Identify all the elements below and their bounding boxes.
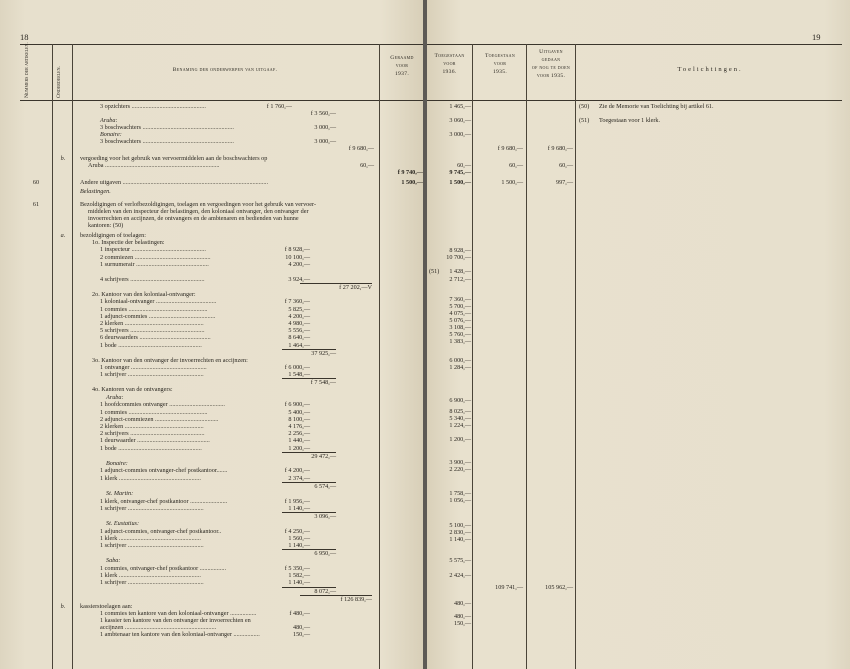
item-description: 1 adjunct-commies ontvanger-chef postkantoor....... xyxy=(100,467,228,475)
amount-col1: 1 140,— xyxy=(288,542,310,549)
top-rule xyxy=(427,44,842,45)
subdivision-label: b. xyxy=(60,602,66,610)
right-page-number: 19 xyxy=(812,32,821,42)
col-divider xyxy=(575,44,576,669)
item-description: 1 hoofdcommies ontvanger .................................... xyxy=(100,401,225,409)
header-line: gedaan xyxy=(541,57,561,63)
amount-col3: 60,— xyxy=(360,162,374,169)
total: f 126 839,— xyxy=(300,595,372,603)
header-geraamd-line: Geraamd xyxy=(390,55,414,61)
amount-1936: 3 000,— xyxy=(449,131,471,138)
amount-col2: 3 000,— xyxy=(314,124,336,131)
item-description: 1 commies ................................................... xyxy=(100,305,208,313)
amount-1936: 1 428,— xyxy=(449,268,471,275)
item-description: Andere uitgaven .............................................................................................. xyxy=(80,179,269,186)
col-divider xyxy=(52,44,53,669)
amount-1936: 8 025,— xyxy=(449,408,471,415)
item-description: 2 schrijvers ................................................ xyxy=(100,430,205,438)
amount-1936: 4 075,— xyxy=(449,310,471,317)
item-description: accijnzen ........................................................... xyxy=(100,624,217,632)
item-description: 3 opzichters ................................................ xyxy=(100,103,206,110)
article-number: 60 xyxy=(32,179,40,186)
amount-col1: 5 400,— xyxy=(288,408,310,416)
amount-1936: 480,— xyxy=(453,600,471,607)
right-page xyxy=(427,0,850,669)
header-line: of nog te doen xyxy=(531,65,571,71)
header-line: 1936. xyxy=(442,69,457,75)
header-nummers: Nummers der artikelen. xyxy=(24,42,30,98)
item-description: 2 klerken ................................................... xyxy=(100,422,204,430)
amount-geraamd: f 9 740,— xyxy=(397,169,423,176)
amount-1936: 1 465,— xyxy=(449,103,471,110)
item-description: Belastingen. xyxy=(80,188,111,195)
amount-col1: 480,— xyxy=(292,624,310,632)
amount-1936: 150,— xyxy=(453,620,471,627)
amount-1936: 2 220,— xyxy=(449,466,471,473)
item-description: 6 deurwaarders .............................................. xyxy=(100,334,211,342)
amount-1935: f 9 680,— xyxy=(497,145,523,152)
amount-1936: 5 100,— xyxy=(449,522,471,529)
amount-col1: 1 464,— xyxy=(288,341,310,349)
subdivision-label: a. xyxy=(60,232,66,239)
item-description: 1 klerk ..................................................... xyxy=(100,534,201,542)
island-heading: Bonaire: xyxy=(106,459,128,467)
island-heading: Aruba: xyxy=(106,393,124,401)
amount-1936: 3 108,— xyxy=(449,324,471,331)
header-line: voor xyxy=(493,61,507,67)
amount-1936: 6 900,— xyxy=(449,397,471,404)
amount-uitgaven: 60,— xyxy=(559,162,573,169)
amount-geraamd: 1 500,— xyxy=(401,179,423,186)
note-reference: (51) xyxy=(579,117,590,124)
amount-1936: 3 900,— xyxy=(449,459,471,466)
item-description: 2o. Kantoor van den koloniaal-ontvanger: xyxy=(92,291,196,299)
subtotal: 8 072,— xyxy=(282,587,336,595)
header-line: Toegestaan xyxy=(484,53,516,59)
amount-1936: 1 758,— xyxy=(449,490,471,497)
item-description: 1o. Inspectie der belastingen: xyxy=(92,239,165,247)
total: f 27 202,—V xyxy=(300,283,372,291)
col-divider xyxy=(72,44,73,669)
item-description: 1 inspecteur ................................................ xyxy=(100,246,206,254)
subtotal: 3 096,— xyxy=(282,512,336,520)
note-reference: (51) xyxy=(429,268,440,275)
amount-col2: 3 000,— xyxy=(314,138,336,145)
amount-1936: 5 076,— xyxy=(449,317,471,324)
amount-col1: f 7 360,— xyxy=(284,298,310,306)
island-heading: St. Eustatius: xyxy=(106,519,140,527)
amount-col3: f 9 680,— xyxy=(348,145,374,152)
island-heading: Saba: xyxy=(106,557,121,565)
item-description: 2 klerken ................................................... xyxy=(100,320,204,327)
header-line: Uitgaven xyxy=(539,49,563,55)
col-divider xyxy=(472,44,473,669)
amount-1936: 1 383,— xyxy=(449,338,471,345)
amount-1936: 7 360,— xyxy=(449,296,471,303)
subtotal: 6 574,— xyxy=(282,482,336,490)
amount-col1: 8 640,— xyxy=(288,334,310,342)
item-description: 5 schrijvers ................................................ xyxy=(100,327,205,335)
item-description: 1 schrijver ................................................. xyxy=(100,371,204,379)
amount-col1: 10 100,— xyxy=(285,253,310,261)
amount-uitgaven: f 9 680,— xyxy=(547,145,573,152)
item-description: middelen van den inspecteur der belastingen, den koloniaal ontvanger, den ontvanger der xyxy=(88,208,309,215)
amount-col1: 1 582,— xyxy=(288,572,310,580)
amount-1936: 2 830,— xyxy=(449,529,471,536)
amount-col1: 1 440,— xyxy=(288,437,310,445)
amount-col1: 4 200,— xyxy=(288,260,310,268)
item-description: 1 bode ...................................................... xyxy=(100,444,202,452)
amount-1936: 1 140,— xyxy=(449,536,471,543)
amount-col1: 1 200,— xyxy=(288,444,310,452)
item-description: 1 commies, ontvanger-chef postkantoor ................. xyxy=(100,564,227,572)
amount-col1: f 4 250,— xyxy=(284,527,310,535)
amount-col1: f 480,— xyxy=(289,609,310,617)
note-reference: (50) xyxy=(579,103,590,110)
amount-col1: 2 374,— xyxy=(288,474,310,482)
item-description: 1 kassier ten kantore van den ontvanger der invoerrechten en xyxy=(100,616,251,624)
amount-1936: 8 928,— xyxy=(449,247,471,254)
item-description: invoerrechten en accijnzen, de ontvangers en de ambtenaren en bedienden van hunne xyxy=(88,215,299,222)
amount-col1: 150,— xyxy=(292,631,310,639)
header-line: voor 1935. xyxy=(536,73,566,79)
header-uitgaven xyxy=(527,48,575,80)
item-description: 1 schrijver ................................................. xyxy=(100,579,204,587)
total-uitgaven: 105 962,— xyxy=(545,584,573,591)
header-toegestaan-1936 xyxy=(427,52,472,76)
amount-col1: 1 140,— xyxy=(288,579,310,587)
subtotal: f 7 548,— xyxy=(282,378,336,386)
amount-1936: 2 712,— xyxy=(449,276,471,283)
article-number: 61 xyxy=(32,201,40,208)
left-page-number: 18 xyxy=(20,32,29,42)
amount-col1: f 6 900,— xyxy=(284,401,310,409)
amount-col1: 1 140,— xyxy=(288,504,310,512)
header-line: Toegestaan xyxy=(434,53,465,59)
item-description: 1 ambtenaar ten kantore van den koloniaal-ontvanger ................. xyxy=(100,631,260,639)
amount-1936: 1 224,— xyxy=(449,422,471,429)
subdivision-label: b. xyxy=(60,155,66,162)
item-description: 1 adjunct-commies, ontvanger-chef postkantoor.. xyxy=(100,527,222,535)
item-description: 3 boschwachters ........................................................... xyxy=(100,124,234,131)
amount-col1: f 1 956,— xyxy=(284,497,310,505)
amount-1936: 5 340,— xyxy=(449,415,471,422)
subtotal: 29 472,— xyxy=(282,452,336,460)
item-description: 4 schrijvers ................................................ xyxy=(100,276,205,283)
amount-col1: f 4 200,— xyxy=(284,467,310,475)
amount-col1: 5 556,— xyxy=(288,327,310,335)
amount-1935: 1 500,— xyxy=(501,179,523,186)
subtotal: 37 925,— xyxy=(282,349,336,357)
amount-1936: 480,— xyxy=(453,613,471,620)
header-rule xyxy=(427,100,842,101)
amount-col1: 1 560,— xyxy=(288,534,310,542)
header-geraamd-line: voor xyxy=(395,63,409,69)
top-rule xyxy=(20,44,423,45)
amount-col1: 4 176,— xyxy=(288,422,310,430)
item-description: 2 commiezen ................................................. xyxy=(100,253,211,261)
item-description: 1 commies ten kantore van den koloniaal-ontvanger ................. xyxy=(100,609,257,617)
header-toelichtingen: Toelichtingen. xyxy=(677,66,743,73)
col-divider xyxy=(526,44,527,669)
note-text: Toegestaan voor 1 klerk. xyxy=(599,117,661,124)
amount-1936: 2 424,— xyxy=(449,572,471,579)
header-geraamd-line: 1937. xyxy=(394,71,410,77)
amount-1936: 5 575,— xyxy=(449,557,471,564)
item-description: Aruba: xyxy=(100,117,118,124)
amount-1935: 60,— xyxy=(509,162,523,169)
amount-col1: 3 924,— xyxy=(288,276,310,283)
amount-1936: 60,— xyxy=(457,162,471,169)
item-description: Bezoldigingen of verlofbezoldigingen, toelagen en vergoedingen voor het gebruik van vervoer- xyxy=(80,201,317,208)
item-description: 2 adjunct-commiezen ......................................... xyxy=(100,415,219,423)
item-description: 1 bode ...................................................... xyxy=(100,341,202,349)
item-description: 1 adjunct-commies ........................................... xyxy=(100,312,216,320)
header-onderdeelen: Onderdeelen. xyxy=(56,66,62,98)
item-description: 1 klerk, ontvanger-chef postkantoor ........................ xyxy=(100,497,228,505)
item-description: 1 schrijver ................................................. xyxy=(100,542,204,549)
item-description: vergoeding voor het gebruik van vervoermiddelen aan de boschwachters op xyxy=(80,155,268,162)
amount-1936: 9 745,— xyxy=(449,169,471,176)
left-page xyxy=(0,0,423,669)
amount-uitgaven: 997,— xyxy=(555,179,573,186)
amount-1936: 1 200,— xyxy=(449,436,471,443)
header-toegestaan-1935 xyxy=(474,52,526,76)
amount-col1: f 5 350,— xyxy=(284,564,310,572)
amount-col1: f 1 760,— xyxy=(266,103,292,110)
subtotal: 6 950,— xyxy=(282,549,336,557)
amount-1936: 1 056,— xyxy=(449,497,471,504)
note-text: Zie de Memorie van Toelichting bij artikel 61. xyxy=(599,103,714,110)
amount-col1: 5 825,— xyxy=(288,305,310,313)
header-line: voor xyxy=(443,61,456,67)
item-description: 4o. Kantoren van de ontvangers: xyxy=(92,386,173,394)
item-description: 1 klerk ..................................................... xyxy=(100,572,201,580)
header-geraamd xyxy=(381,54,423,78)
item-description: kassierstoelagen aan: xyxy=(80,602,133,610)
amount-col1: f 8 928,— xyxy=(284,246,310,254)
item-description: 1 commies ................................................... xyxy=(100,408,208,416)
item-description: 1 schrijver ................................................. xyxy=(100,504,204,512)
item-description: 1 koloniaal-ontvanger ....................................... xyxy=(100,298,217,306)
amount-1936: 5 700,— xyxy=(449,303,471,310)
island-heading: St. Martin: xyxy=(106,489,134,497)
item-description: bezoldigingen of toelagen: xyxy=(80,232,146,239)
item-description: 3o. Kantoor van den ontvanger der invoerrechten en accijnzen: xyxy=(92,356,248,364)
header-line: 1935. xyxy=(492,69,508,75)
col-divider xyxy=(379,44,380,669)
amount-1936: 1 284,— xyxy=(449,364,471,371)
amount-1936: 10 700,— xyxy=(446,254,471,261)
amount-col1: 2 256,— xyxy=(288,430,310,438)
amount-1936: 6 000,— xyxy=(449,357,471,364)
amount-col1: 8 100,— xyxy=(288,415,310,423)
amount-1936: 3 060,— xyxy=(449,117,471,124)
amount-col1: 1 548,— xyxy=(288,371,310,379)
total-1935: 109 741,— xyxy=(495,584,523,591)
amount-col2: f 3 560,— xyxy=(310,110,336,117)
item-description: 1 deurwaarder ............................................... xyxy=(100,437,210,445)
item-description: Aruba .......................................................................... xyxy=(88,162,220,169)
item-description: 3 boschwachters ........................................................... xyxy=(100,138,234,145)
item-description: 1 klerk ..................................................... xyxy=(100,474,201,482)
item-description: kantoren: (50) xyxy=(88,222,124,229)
header-rule xyxy=(20,100,423,101)
amount-1936: 5 760,— xyxy=(449,331,471,338)
header-benaming: Benaming der onderwerpen van uitgaaf. xyxy=(172,67,278,73)
amount-col1: f 6 000,— xyxy=(284,364,310,371)
amount-col1: 4 200,— xyxy=(288,312,310,320)
amount-1936: 1 500,— xyxy=(449,179,471,186)
item-description: Bonaire: xyxy=(100,131,122,138)
item-description: 1 ontvanger ................................................. xyxy=(100,364,207,371)
item-description: 1 surnumerair ............................................... xyxy=(100,260,209,268)
amount-col1: 4 980,— xyxy=(288,320,310,327)
